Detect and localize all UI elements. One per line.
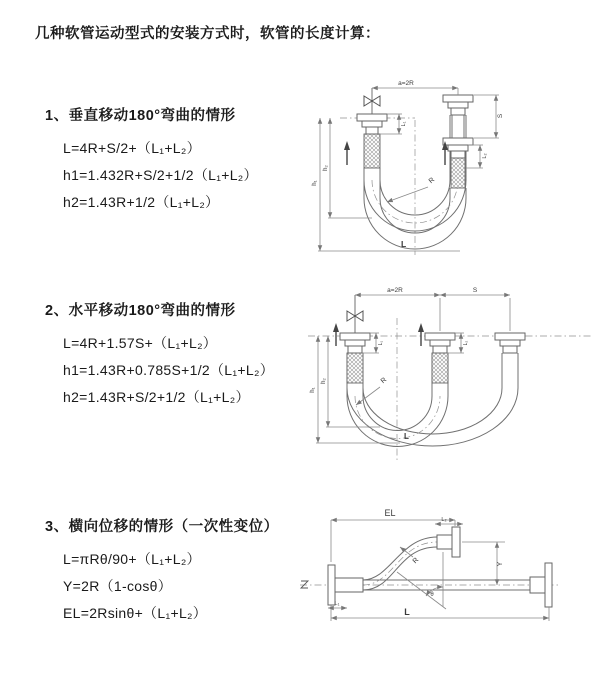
flange-fitting-left xyxy=(340,295,370,353)
formula-h2: h2=1.43R+1/2（L₁+L₂） xyxy=(63,194,220,210)
diagram-lateral-displacement xyxy=(295,500,600,670)
dim-label-l: L xyxy=(404,432,409,441)
formula-el: EL=2Rsinθ+（L₁+L₂） xyxy=(63,605,208,621)
dim-el xyxy=(331,508,455,562)
hose-curve-bottom-wall xyxy=(363,547,437,590)
formula-length: L=4R+1.57S+（L₁+L₂） xyxy=(63,335,218,351)
section-horizontal-movement xyxy=(45,299,274,411)
dim-s xyxy=(474,95,504,138)
page-title: 几种软管运动型式的安装方式时，软管的长度计算： xyxy=(35,26,380,42)
diagram-2-drawing xyxy=(300,278,600,473)
section-vertical-movement xyxy=(45,104,258,216)
dim-label-h1: h₁ xyxy=(312,180,318,186)
diagram-vertical-u-bend xyxy=(300,68,600,263)
braid-section-left xyxy=(347,353,363,383)
formula-h1: h1=1.43R+0.785S+1/2（L₁+L₂） xyxy=(63,362,274,378)
diagram-1-drawing xyxy=(300,68,600,263)
dim-label-s: S xyxy=(472,287,478,294)
dim-a-2r xyxy=(372,80,458,95)
braid-section-middle xyxy=(432,353,448,383)
dim-l2 xyxy=(466,145,488,168)
flange-fitting-right-lower xyxy=(443,138,473,158)
flange-fitting-left xyxy=(357,88,387,134)
movement-arrow-left xyxy=(333,323,339,346)
dim-s xyxy=(440,287,510,331)
section-1-heading: 1、垂直移动180°弯曲的情形 xyxy=(45,108,236,124)
flange-fitting-top-right xyxy=(437,527,460,557)
dim-h1 xyxy=(312,118,460,251)
dim-y xyxy=(462,542,505,585)
dim-label-l2: L₂ xyxy=(463,340,469,346)
formula-h1: h1=1.432R+S/2+1/2（L₁+L₂） xyxy=(63,167,258,183)
formula-y: Y=2R（1-cosθ） xyxy=(63,578,173,594)
formula-length: L=πRθ/90+（L₁+L₂） xyxy=(63,551,201,567)
dim-label-l1: L₁ xyxy=(334,601,340,607)
dim-label-el: EL xyxy=(384,508,396,518)
braid-section-right xyxy=(451,158,465,188)
dim-label-theta: θ xyxy=(430,592,434,598)
dim-label-r: R xyxy=(427,176,437,186)
pipe-break-symbol xyxy=(301,581,308,588)
flange-fitting-left xyxy=(328,565,363,605)
section-3-heading: 3、横向位移的情形（一次性变位） xyxy=(45,519,279,535)
dim-label-l: L xyxy=(404,607,410,617)
dim-label-l2: L₂ xyxy=(441,517,447,523)
dim-label-r: R xyxy=(379,376,389,386)
movement-arrow-left xyxy=(344,141,350,165)
section-2-heading: 2、水平移动180°弯曲的情形 xyxy=(45,303,236,319)
dim-a-2r xyxy=(355,287,440,331)
flange-fitting-middle xyxy=(425,333,455,353)
dim-label-a2r: a=2R xyxy=(387,287,403,294)
theta-angle-arc xyxy=(426,587,443,596)
movement-arrow-middle xyxy=(418,323,424,346)
dim-l2 xyxy=(435,517,463,524)
dim-label-l2: L₂ xyxy=(482,153,488,159)
dim-label-h2: h₂ xyxy=(321,378,327,384)
diagram-3-drawing xyxy=(295,500,600,670)
dim-label-r: R xyxy=(411,556,421,566)
dim-label-l1: L₁ xyxy=(401,121,407,127)
hose-centerline-arc xyxy=(355,396,440,439)
section-lateral-displacement xyxy=(45,515,279,627)
dim-l xyxy=(331,605,549,621)
dim-r xyxy=(387,177,436,202)
formula-length: L=4R+S/2+（L₁+L₂） xyxy=(63,140,201,156)
flange-fitting-right-upper xyxy=(443,95,473,138)
formula-h2: h2=1.43R+S/2+1/2（L₁+L₂） xyxy=(63,389,250,405)
diagram-horizontal-u-bend xyxy=(300,278,600,473)
dim-label-h1: h₁ xyxy=(310,387,316,393)
flange-fitting-right xyxy=(495,333,525,353)
braid-section-left xyxy=(364,134,380,168)
dim-label-h2: h₂ xyxy=(323,165,329,171)
flange-fitting-right xyxy=(530,563,552,607)
dim-label-l1: L₁ xyxy=(378,340,384,346)
dim-label-a2r: a=2R xyxy=(398,80,414,87)
dim-label-y: Y xyxy=(497,561,504,567)
dim-label-l: L xyxy=(401,239,407,249)
dim-label-s: S xyxy=(497,113,504,119)
